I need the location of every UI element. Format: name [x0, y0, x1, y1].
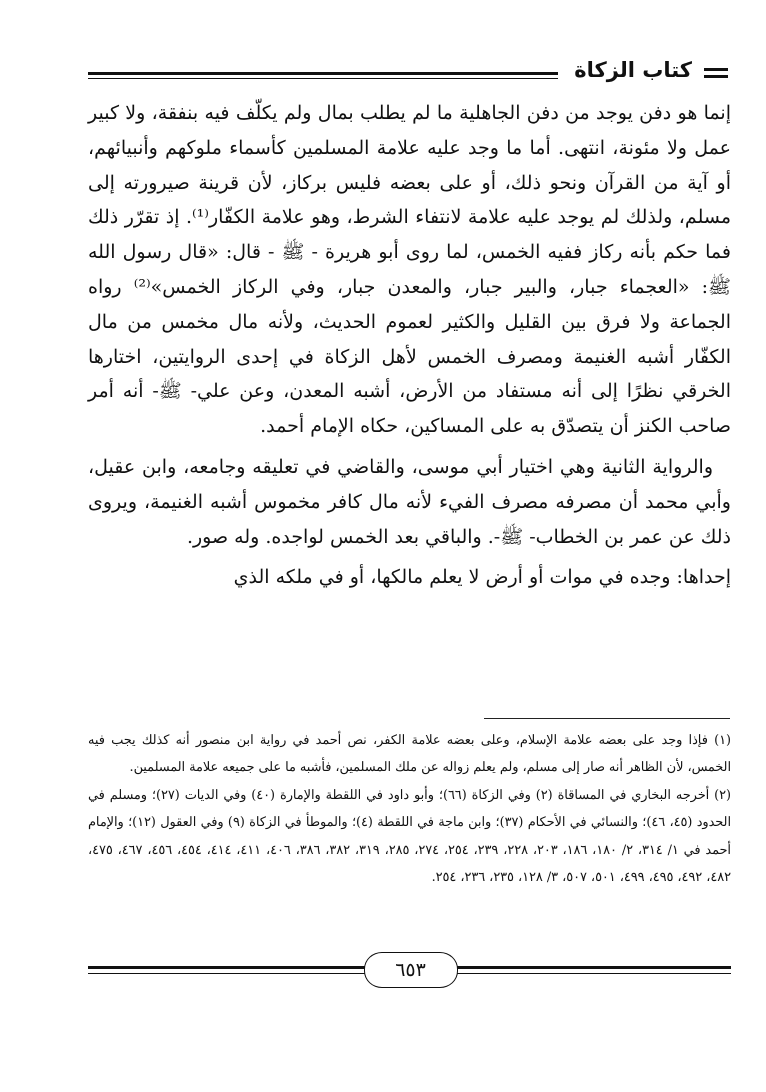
footnote: (١) فإذا وجد على بعضه علامة الإسلام، وعلى بعضه علامة الكفر، نص أحمد في رواية ابن منصور أنه كذلك يجب فيه الخمس، لأن الظاهر أنه صار إلى مسلم، ولم يعلم زواله عن ملك المسلمين، فأشبه ما على جميعه علامة المسلمين. — [88, 733, 731, 776]
main-text — [88, 96, 731, 595]
paragraph: والرواية الثانية وهي اختيار أبي موسى، والقاضي في تعليقه وجامعه، وابن عقيل، وأبي محمد أن مصرفه مصرف الفيء لأنه مال كافر مخموس أشبه الغنيمة، ويروى ذلك عن عمر بن الخطاب- ﷺ-. والباقي بعد الخمس لواجده. وله صور. — [88, 455, 731, 548]
footnotes — [88, 727, 731, 891]
header-rule-thin — [88, 78, 558, 79]
footnote: (٢) أخرجه البخاري في المساقاة (٢) وفي الزكاة (٦٦)؛ وأبو داود في اللقطة والإمارة (٤٠) وفي الديات (٢٧)؛ ومسلم في الحدود (٤٥، ٤٦)؛ والنسائي في الأحكام (٣٧)؛ وابن ماجة في اللقطة (٤)؛ والموطأ في الزكاة (٩) وفي العقول (١٢)؛ والإمام أحمد في ١/ ٣١٤، ٢/ ١٨٠، ١٨٦، ٢٠٣، ٢٢٨، ٢٣٩، ٢٥٤، ٢٧٤، ٢٨٥، ٣١٩، ٣٨٢، ٣٨٦، ٤٠٦، ٤١١، ٤١٤، ٤٥٤، ٤٥٦، ٤٦٧، ٤٧٥، ٤٨٢، ٤٩٢، ٤٩٥، ٤٩٩، ٥٠١، ٥٠٧، ٣/ ١٢٨، ٢٣٥، ٢٣٦، ٢٥٤. — [88, 787, 732, 886]
chapter-title: كتاب الزكاة — [574, 58, 692, 82]
paragraph: إنما هو دفن يوجد من دفن الجاهلية ما لم يطلب بمال ولم يكلّف فيه بنفقة، ولا كبير عمل ولا مئونة، انتهى. أما ما وجد عليه علامة المسلمين كأسماء ملوكهم وأنبيائهم، أو آية من القرآن ونحو ذلك، أو على بعضه فليس بركاز، لأن قرينة صيرورته إلى مسلم، ولذلك لم يوجد عليه علامة لانتفاء الشرط، وهو علامة الكفّار⁽¹⁾. إذ تقرّر ذلك فما حكم بأنه ركاز ففيه الخمس، لما روى أبو هريرة - ﷺ - قال: «قال رسول الله ﷺ: «العجماء جبار، والبير جبار، والمعدن جبار، وفي الركاز الخمس»⁽²⁾ رواه الجماعة ولا فرق بين القليل والكثير لعموم الحديث، ولأنه مال مخمس من مال الكفّار أشبه الغنيمة ومصرف الخمس لأهل الزكاة في إحدى الروايتين، اختارها الخرقي نظرًا إلى أنه مستفاد من الأرض، أشبه المعدن، وعن علي- ﷺ- أنه أمر صاحب الكنز أن يتصدّق به على المساكين، حكاه الإمام أحمد. — [88, 102, 731, 438]
running-header — [88, 52, 728, 92]
footnote-separator — [484, 718, 730, 719]
page-number: ٦٥٣ — [364, 952, 458, 988]
header-ornament — [704, 68, 728, 82]
header-rule — [88, 72, 558, 75]
page-footer — [88, 950, 731, 992]
paragraph: إحداها: وجده في موات أو أرض لا يعلم مالكها، أو في ملكه الذي — [233, 566, 731, 589]
